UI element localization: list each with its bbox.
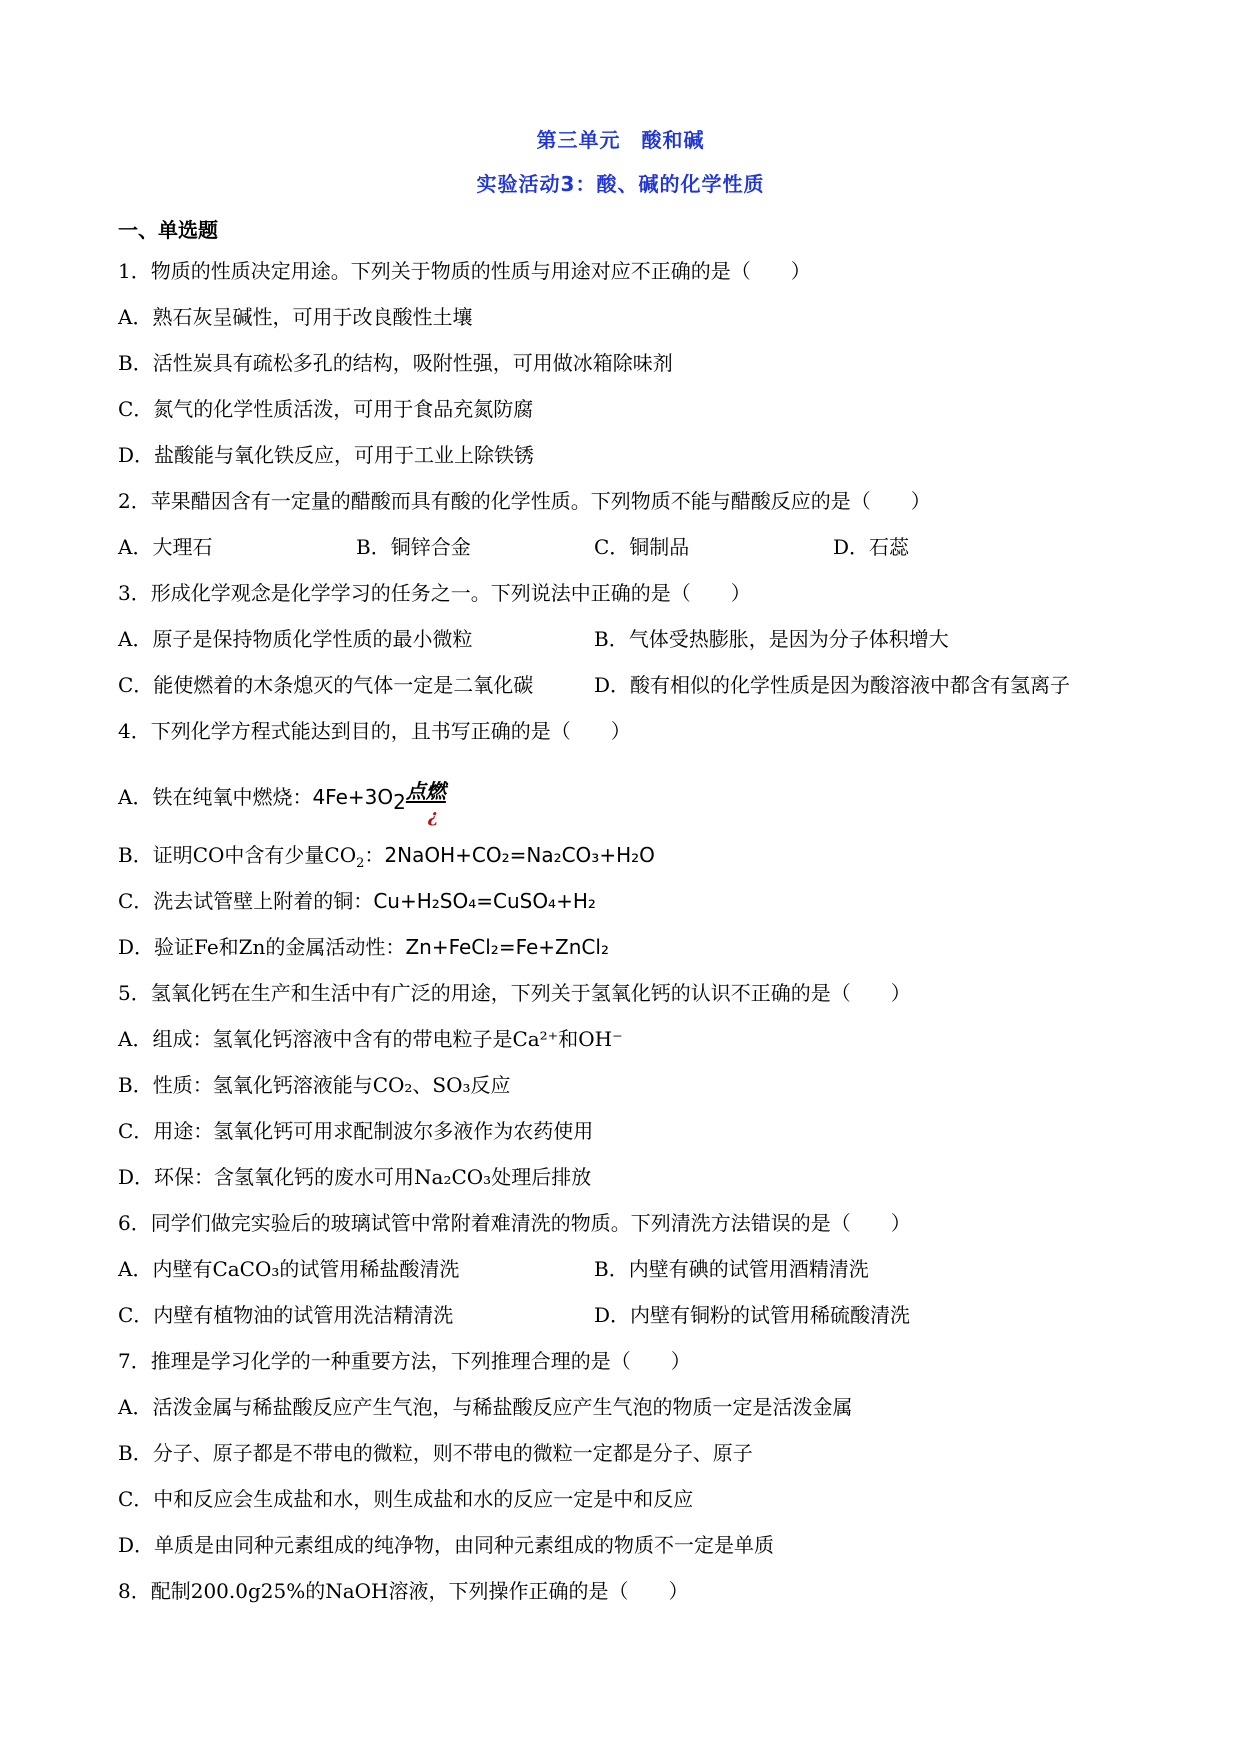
question-2-option-b: B．铜锌合金 (356, 535, 471, 559)
question-4-option-b-label-subscript: 2 (356, 856, 365, 871)
question-2-option-d: D．石蕊 (833, 535, 910, 559)
question-4-option-d-label: D．验证Fe和Zn的金属活动性： (118, 935, 406, 959)
question-7-option-d: D．单质是由同种元素组成的纯净物，由同种元素组成的物质不一定是单质 (118, 1533, 775, 1557)
activity-title: 实验活动3：酸、碱的化学性质 (476, 172, 765, 196)
question-5-option-d: D．环保：含氢氧化钙的废水可用Na₂CO₃处理后排放 (118, 1165, 592, 1189)
question-4-option-b (118, 842, 655, 871)
question-4-stem: 4．下列化学方程式能达到目的，且书写正确的是（ ） (118, 719, 631, 743)
question-4-option-b-label-end: ： (364, 843, 385, 867)
question-1-option-a: A．熟石灰呈碱性，可用于改良酸性土壤 (118, 305, 473, 329)
question-4-option-b-formula: 2NaOH+CO₂=Na₂CO₃+H₂O (384, 843, 655, 867)
section-title: 一、单选题 (118, 218, 218, 242)
question-6-option-a: A．内壁有CaCO₃的试管用稀盐酸清洗 (118, 1257, 460, 1281)
question-4-option-a-subscript: 2 (393, 790, 406, 814)
question-2-option-c: C．铜制品 (594, 535, 690, 559)
question-7-option-c: C．中和反应会生成盐和水，则生成盐和水的反应一定是中和反应 (118, 1487, 694, 1511)
question-1-option-b: B．活性炭具有疏松多孔的结构，吸附性强，可用做冰箱除味剂 (118, 351, 673, 375)
question-4-option-a-formula: 4Fe+3O (312, 785, 394, 809)
question-7-stem: 7．推理是学习化学的一种重要方法，下列推理合理的是（ ） (118, 1349, 691, 1373)
question-3-option-b: B．气体受热膨胀，是因为分子体积增大 (594, 627, 949, 651)
question-4-option-c-label: C．洗去试管壁上附着的铜： (118, 889, 374, 913)
question-4-option-a-condition (405, 778, 446, 827)
question-1-stem: 1．物质的性质决定用途。下列关于物质的性质与用途对应不正确的是（ ） (118, 259, 811, 283)
question-6-option-c: C．内壁有植物油的试管用洗洁精清洗 (118, 1303, 454, 1327)
question-4-option-a-label: A．铁在纯氧中燃烧： (118, 785, 313, 809)
question-6-stem: 6．同学们做完实验后的玻璃试管中常附着难清洗的物质。下列清洗方法错误的是（ ） (118, 1211, 911, 1235)
question-4-option-d (118, 934, 609, 960)
question-4-option-c (118, 888, 596, 914)
question-2-stem: 2．苹果醋因含有一定量的醋酸而具有酸的化学性质。下列物质不能与醋酸反应的是（ ） (118, 489, 931, 513)
question-4-option-d-formula: Zn+FeCl₂=Fe+ZnCl₂ (405, 935, 609, 959)
question-4-option-b-label: B．证明CO中含有少量CO (118, 843, 357, 867)
question-4-option-c-formula: Cu+H₂SO₄=CuSO₄+H₂ (373, 889, 596, 913)
question-5-option-c: C．用途：氢氧化钙可用求配制波尔多液作为农药使用 (118, 1119, 594, 1143)
unit-title: 第三单元 酸和碱 (536, 128, 705, 152)
question-5-stem: 5．氢氧化钙在生产和生活中有广泛的用途，下列关于氢氧化钙的认识不正确的是（ ） (118, 981, 911, 1005)
question-3-option-d: D．酸有相似的化学性质是因为酸溶液中都含有氢离子 (594, 673, 1071, 697)
condition-mark: ¿ (427, 806, 439, 827)
question-5-option-b: B．性质：氢氧化钙溶液能与CO₂、SO₃反应 (118, 1073, 511, 1097)
question-5-option-a: A．组成：氢氧化钙溶液中含有的带电粒子是Ca²⁺和OH⁻ (118, 1027, 623, 1051)
question-4-option-a (118, 778, 446, 827)
question-8-stem: 8．配制200.0g25%的NaOH溶液，下列操作正确的是（ ） (118, 1579, 689, 1603)
question-6-option-b: B．内壁有碘的试管用酒精清洗 (594, 1257, 869, 1281)
question-2-option-a: A．大理石 (118, 535, 213, 559)
question-3-stem: 3．形成化学观念是化学学习的任务之一。下列说法中正确的是（ ） (118, 581, 751, 605)
question-1-option-d: D．盐酸能与氧化铁反应，可用于工业上除铁锈 (118, 443, 535, 467)
question-6-option-d: D．内壁有铜粉的试管用稀硫酸清洗 (594, 1303, 911, 1327)
condition-text: 点燃 (405, 779, 446, 803)
question-7-option-a: A．活泼金属与稀盐酸反应产生气泡，与稀盐酸反应产生气泡的物质一定是活泼金属 (118, 1395, 853, 1419)
question-7-option-b: B．分子、原子都是不带电的微粒，则不带电的微粒一定都是分子、原子 (118, 1441, 753, 1465)
question-3-option-a: A．原子是保持物质化学性质的最小微粒 (118, 627, 473, 651)
question-1-option-c: C．氮气的化学性质活泼，可用于食品充氮防腐 (118, 397, 534, 421)
question-3-option-c: C．能使燃着的木条熄灭的气体一定是二氧化碳 (118, 673, 534, 697)
